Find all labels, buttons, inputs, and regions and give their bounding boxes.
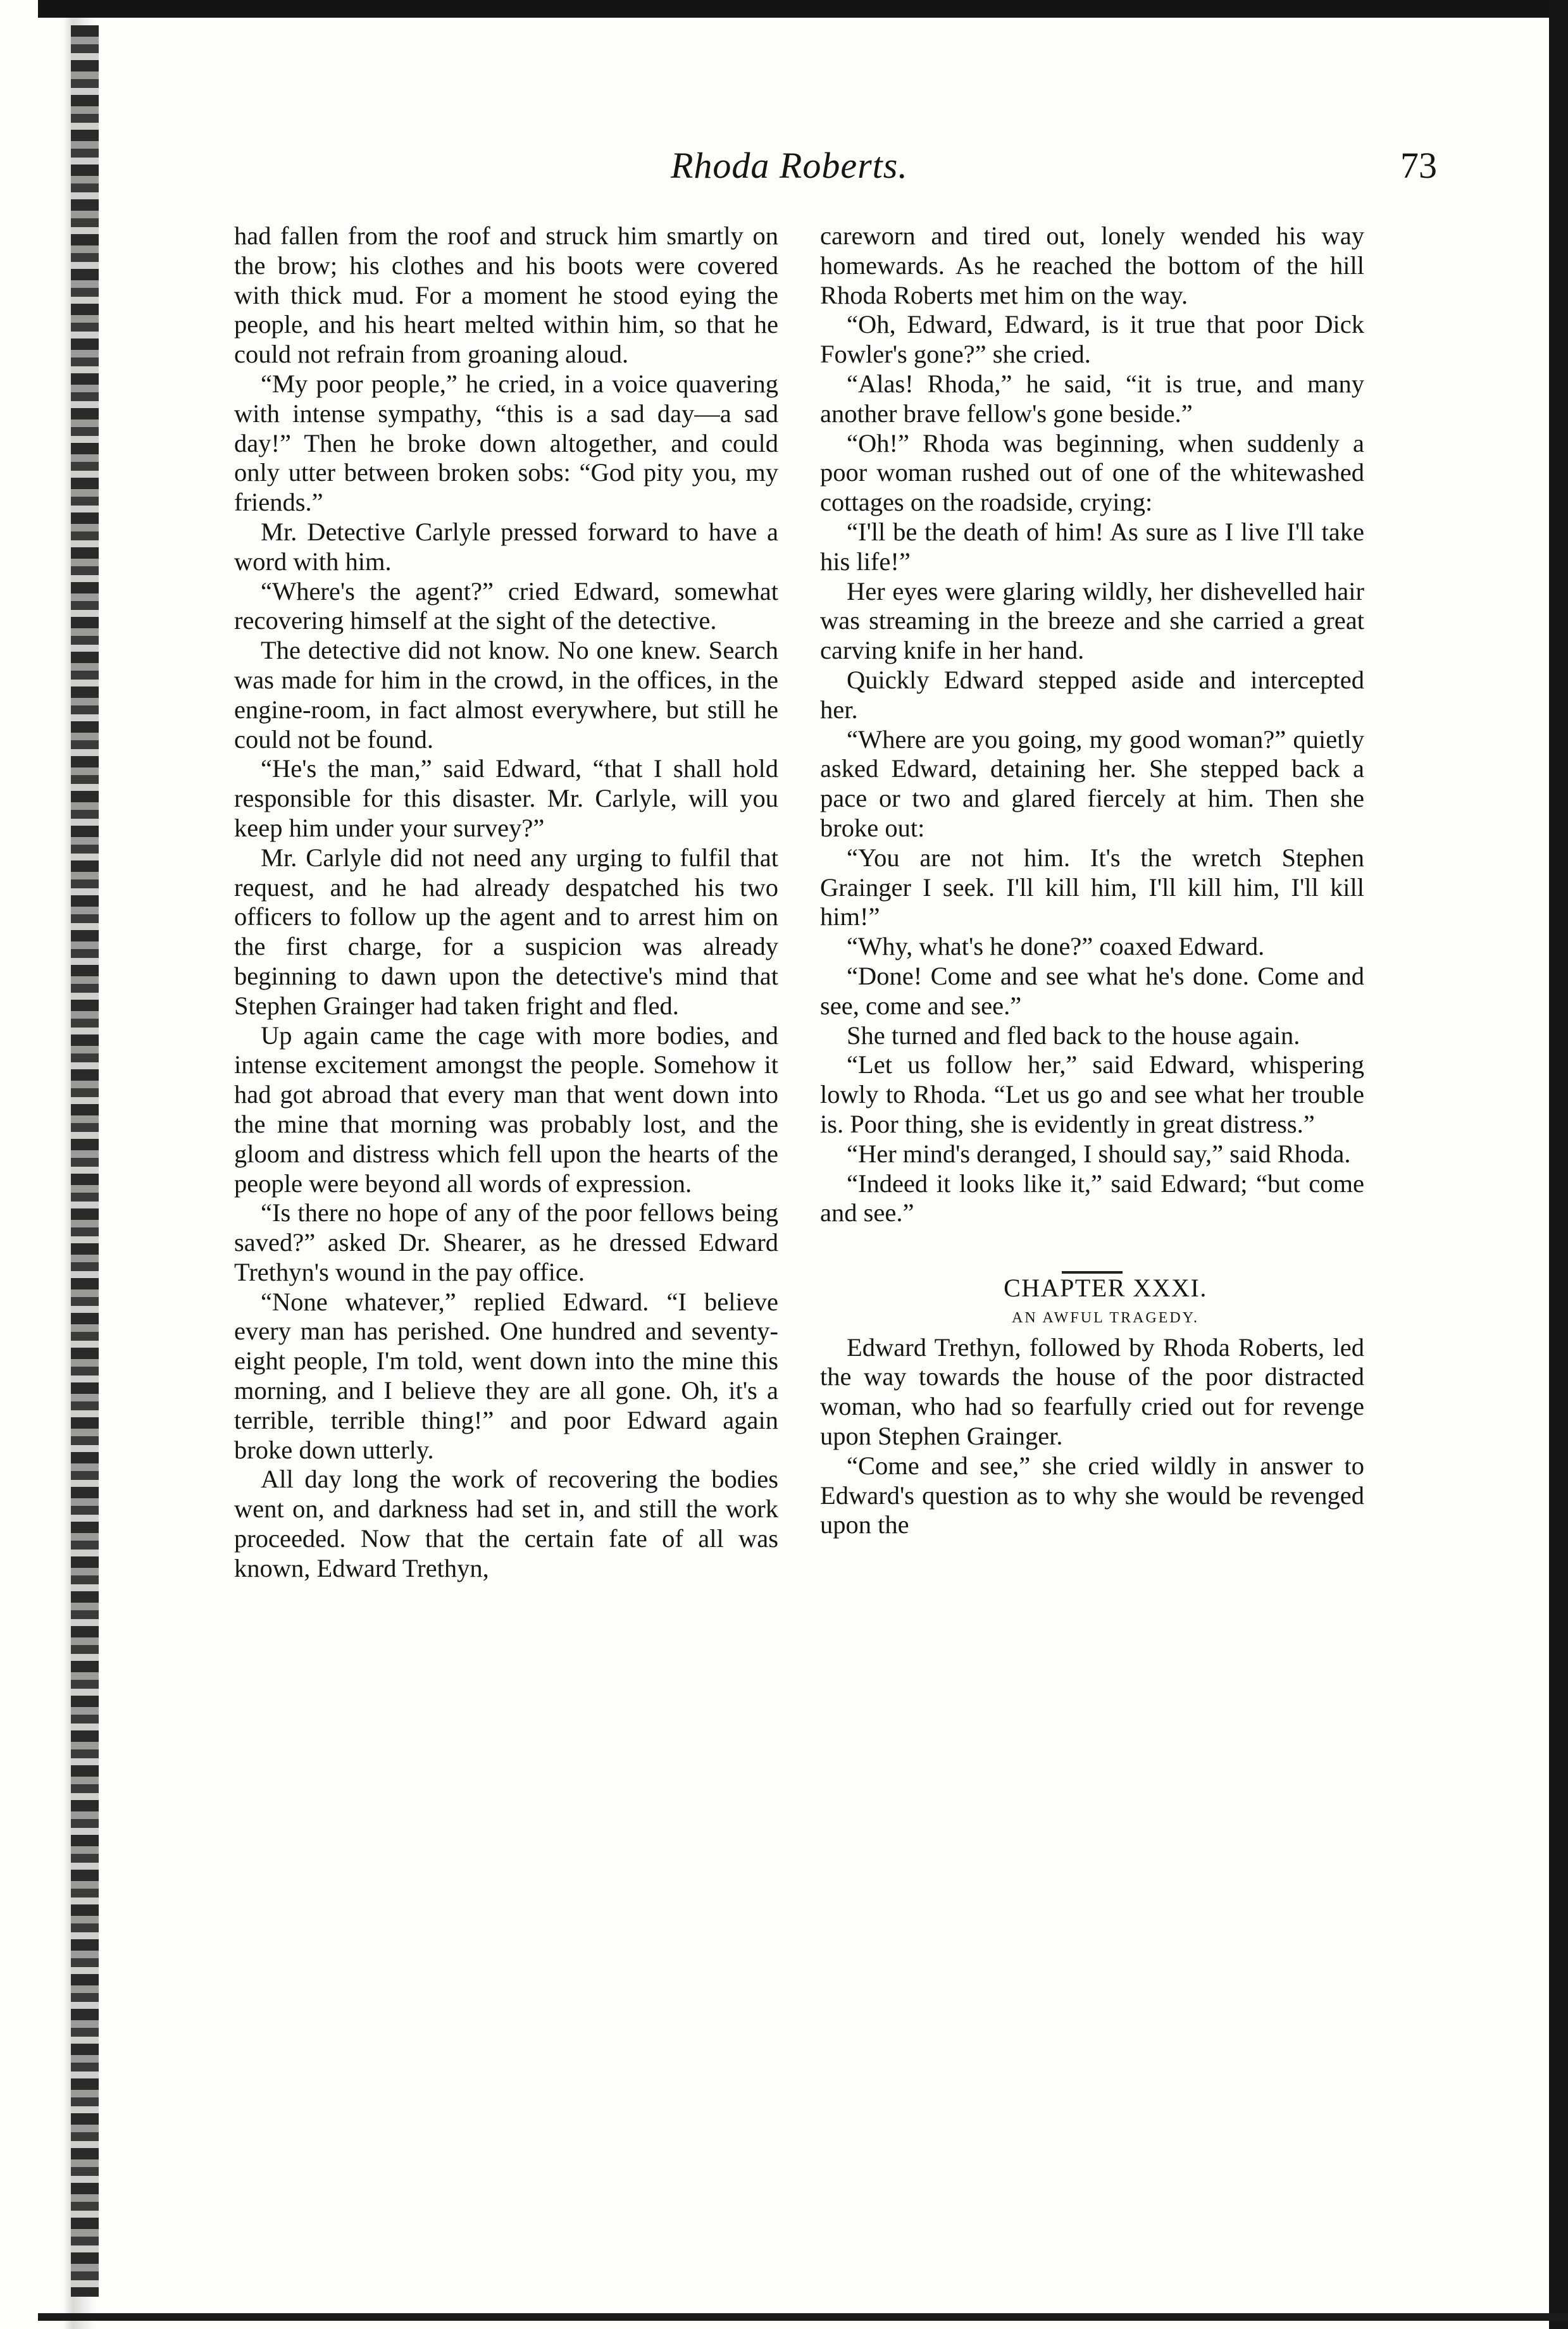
paragraph: Her eyes were glaring wildly, her dishevelled hair was streaming in the breeze and she carried a great carving knife in her hand. xyxy=(820,576,1364,665)
bottom-border xyxy=(38,2313,1568,2321)
paragraph: “I'll be the death of him! As sure as I live I'll take his life!” xyxy=(820,517,1364,576)
paragraph: “My poor people,” he cried, in a voice quavering with intense sympathy, “this is a sad day—a sad day!” Then he broke down altogether, and could only utter between broken sobs: “God pity you, my friends.” xyxy=(234,369,778,517)
paragraph: “Alas! Rhoda,” he said, “it is true, and many another brave fellow's gone beside.” xyxy=(820,369,1364,428)
paragraph: “You are not him. It's the wretch Stephen Grainger I seek. I'll kill him, I'll kill him, I'll kill him!” xyxy=(820,843,1364,931)
paragraph: “Done! Come and see what he's done. Come and see, come and see.” xyxy=(820,961,1364,1020)
top-border xyxy=(38,0,1568,18)
running-title: Rhoda Roberts. xyxy=(671,145,908,186)
paragraph: Edward Trethyn, followed by Rhoda Roberts, led the way towards the house of the poor distracted woman, who had so fearfully cried out for revenge upon Stephen Grainger. xyxy=(820,1332,1364,1451)
paragraph: All day long the work of recovering the bodies went on, and darkness had set in, and still the work proceeded. Now that the certain fate of all was known, Edward Trethyn, xyxy=(234,1465,778,1582)
right-border xyxy=(1549,0,1568,2329)
paragraph: The detective did not know. No one knew. Search was made for him in the crowd, in the offices, in the engine-room, in fact almost everywhere, but still he could not be found. xyxy=(234,636,778,754)
chapter-title: CHAPTER XXXI. xyxy=(1004,1274,1207,1303)
paragraph: She turned and fled back to the house again. xyxy=(847,1021,1300,1050)
paragraph: Mr. Carlyle did not need any urging to fulfil that request, and he had already despatched his two officers to follow up the agent and to arrest him on the first charge, for a suspicion was already beginning to dawn upon the detective's mind that Stephen Grainger had taken fright and fled. xyxy=(234,843,778,1020)
page-number: 73 xyxy=(1400,145,1437,186)
paragraph: Mr. Detective Carlyle pressed forward to have a word with him. xyxy=(234,517,778,576)
paragraph: had fallen from the roof and struck him smartly on the brow; his clothes and his boots were covered with thick mud. For a moment he stood eying the people, and his heart melted within him, so that he could not refrain from groaning aloud. xyxy=(234,221,778,369)
paragraph: “Where are you going, my good woman?” quietly asked Edward, detaining her. She stepped back a pace or two and glared fiercely at him. Then she broke out: xyxy=(820,724,1364,842)
paragraph: “Let us follow her,” said Edward, whispering lowly to Rhoda. “Let us go and see what her trouble is. Poor thing, she is evidently in great distress.” xyxy=(820,1050,1364,1138)
page-binding-shadow xyxy=(0,0,146,2329)
paragraph: “Come and see,” she cried wildly in answer to Edward's question as to why she would be revenged upon the xyxy=(820,1451,1364,1539)
paragraph: “None whatever,” replied Edward. “I believe every man has perished. One hundred and seventy-eight people, I'm told, went down into the mine this morning, and I believe they are all gone. Oh, it's a terrible, terrible thing!” and poor Edward again broke down utterly. xyxy=(234,1287,778,1464)
paragraph: careworn and tired out, lonely wended his way homewards. As he reached the bottom of the hill Rhoda Roberts met him on the way. xyxy=(820,221,1364,309)
paragraph: “Oh, Edward, Edward, is it true that poor Dick Fowler's gone?” she cried. xyxy=(820,310,1364,369)
binding-edge xyxy=(71,25,99,2297)
paragraph: “Where's the agent?” cried Edward, somewhat recovering himself at the sight of the detective. xyxy=(234,576,778,635)
paragraph: “He's the man,” said Edward, “that I shall hold responsible for this disaster. Mr. Carlyle, will you keep him under your survey?” xyxy=(234,754,778,842)
paragraph: Up again came the cage with more bodies, and intense excitement amongst the people. Somehow it had got abroad that every man that went down into the mine that morning was probably lost, and the gloom and distress which fell upon the hearts of the people were beyond all words of expression. xyxy=(234,1021,778,1198)
right-column xyxy=(820,221,1364,1540)
paragraph: “Her mind's deranged, I should say,” said Rhoda. xyxy=(847,1139,1351,1168)
paragraph: “Is there no hope of any of the poor fellows being saved?” asked Dr. Shearer, as he dressed Edward Trethyn's wound in the pay office. xyxy=(234,1198,778,1286)
paragraph: “Indeed it looks like it,” said Edward; “but come and see.” xyxy=(820,1169,1364,1227)
paragraph: “Why, what's he done?” coaxed Edward. xyxy=(847,932,1265,961)
chapter-subtitle: AN AWFUL TRAGEDY. xyxy=(1012,1309,1199,1326)
paragraph: “Oh!” Rhoda was beginning, when suddenly a poor woman rushed out of one of the whitewashed cottages on the roadside, crying: xyxy=(820,428,1364,517)
paragraph: Quickly Edward stepped aside and intercepted her. xyxy=(820,665,1364,724)
left-column xyxy=(234,221,778,1584)
